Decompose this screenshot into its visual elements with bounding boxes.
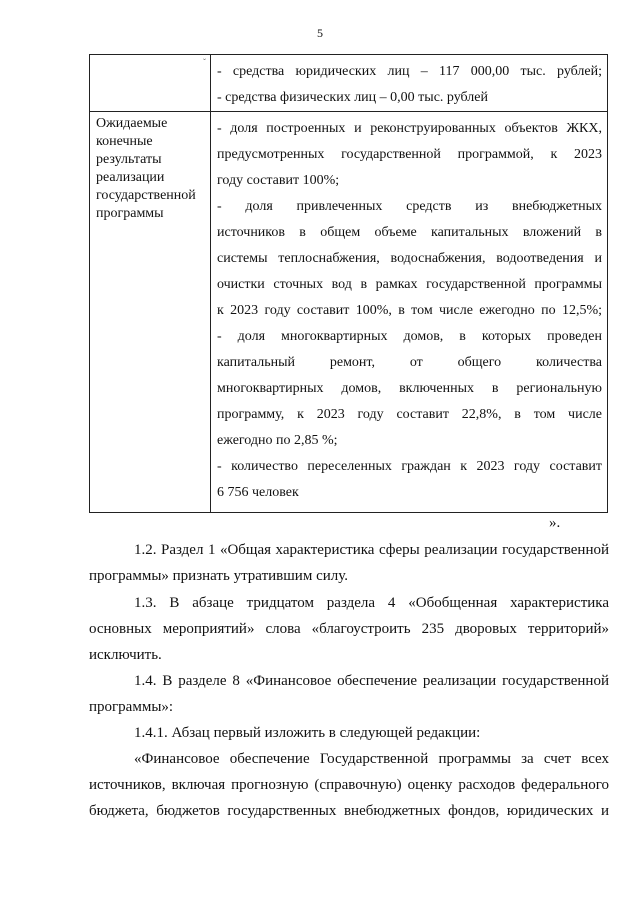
paragraph-1-2 [89,537,609,589]
text-line: многоквартирных домов, включенных в региональную [217,381,602,396]
table-row [90,55,608,112]
label-line: Ожидаемые [96,116,168,131]
text-line: - количество переселенных граждан к 2023 году составит [217,459,602,474]
text-line: бюджета, бюджетов государственных внебюджетных фондов, юридических и [89,803,609,819]
label-line: конечные [96,134,153,149]
text-line: программу, к 2023 году составит 22,8%, в том числе [217,407,602,422]
program-passport-table [89,54,608,513]
table-cell-results [211,112,608,513]
text-line: системы теплоснабжения, водоснабжения, водоотведения и [217,251,602,266]
text-line: капитальный ремонт, от общего количества [217,355,602,370]
text-line: - средства юридических лиц – 117 000,00 тыс. рублей; [217,64,602,79]
text-line: ежегодно по 2,85 %; [217,433,338,448]
text-line: программы» признать утратившим силу. [89,568,348,584]
text-line: к 2023 году составит 100%, в том числе ежегодно по 12,5%; [217,303,602,318]
text-line: - доля многоквартирных домов, в которых проведен [217,329,602,344]
closing-quote: ». [549,515,561,531]
text-line: 6 756 человек [217,485,299,500]
table-cell-right [211,55,608,112]
text-line: 1.2. Раздел 1 «Общая характеристика сферы реализации государственной [134,542,609,558]
text-line: источников в общем объеме капитальных вложений в [217,225,602,240]
text-line: году составит 100%; [217,173,340,188]
text-line: программы»: [89,699,174,715]
text-line: 1.4. В разделе 8 «Финансовое обеспечение реализации государственной [134,673,609,689]
text-line: источников, включая прогнозную (справочную) оценку расходов федерального [89,777,609,793]
text-line: - доля построенных и реконструированных объектов ЖКХ, [217,121,602,136]
text-line: 1.3. В абзаце тридцатом раздела 4 «Обобщенная характеристика [134,595,609,611]
paragraph-1-4-1 [89,720,609,746]
label-line: программы [96,206,164,221]
text-line: исключить. [89,647,162,663]
scan-mark: ˇ [203,57,206,67]
table-row [90,112,608,513]
label-line: государственной [96,188,196,203]
text-line: очистки сточных вод в рамках государственной программы [217,277,602,292]
paragraph-1-3 [89,590,609,668]
label-line: реализации [96,170,165,185]
label-line: результаты [96,152,162,167]
paragraph-quote [89,746,609,824]
text-line: - доля привлеченных средств из внебюджетных [217,199,602,214]
text-line: основных мероприятий» слова «благоустроить 235 дворовых территорий» [89,621,609,637]
text-line: - средства физических лиц – 0,00 тыс. рублей [217,90,489,105]
table-cell-left [90,55,211,112]
text-line: 1.4.1. Абзац первый изложить в следующей редакции: [134,725,481,741]
paragraph-1-4 [89,668,609,720]
text-line: предусмотренных государственной программой, к 2023 [217,147,602,162]
table-cell-label [90,112,211,513]
text-line: «Финансовое обеспечение Государственной программы за счет всех [134,751,609,767]
page-number: 5 [317,26,323,40]
